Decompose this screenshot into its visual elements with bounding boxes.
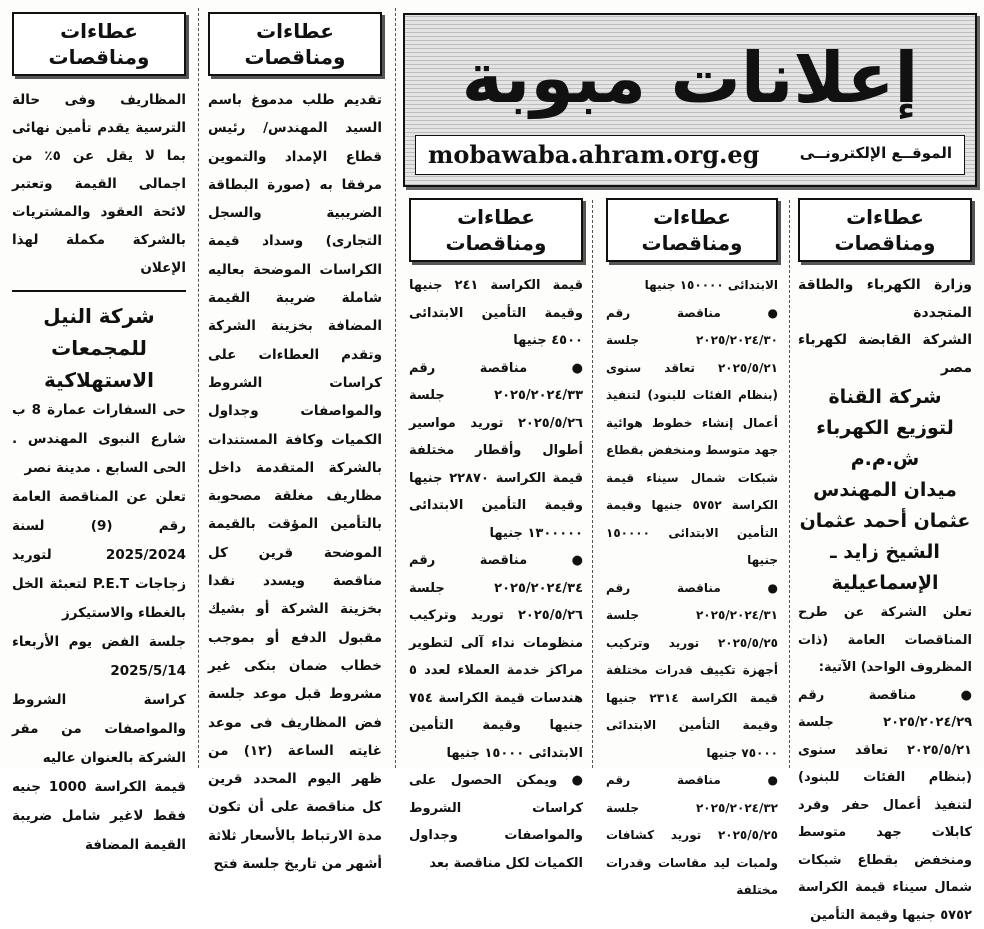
documents-price: قيمة الكراسة 1000 جنيه فقط لاغير شامل ضريبة القيمة المضافة: [12, 773, 186, 860]
notice-intro: تعلن الشركة عن طرح المناقصات العامة (ذات المظروف الواحد) الآتية:: [798, 599, 972, 682]
tender-31: ● مناقصة رقم ٢٠٢٥/٢٠٢٤/٣١ جلسة ٢٠٢٥/٥/٢٥ توريد وتركيب أجهزة تكييف قدرات مختلفة قيمة الكراسة ٢٣١٤ جنيها وقيمة التأمين الابتدائى ٧٥٠٠٠ جنيها: [606, 575, 778, 768]
holding-company-line: الشركة القابضة لكهرباء مصر: [798, 327, 972, 382]
website-label: الموقــع الإلكترونــى: [800, 144, 952, 162]
column-5-body: [6, 396, 192, 860]
opening-session: جلسة الفض يوم الأربعاء 2025/5/14: [12, 628, 186, 686]
column-1: [792, 194, 978, 768]
nile-address: حى السفارات عمارة 8 ب شارع النبوى المهندس . الحى السابع . مدينة نصر: [12, 396, 186, 483]
nile-company-name: شركة النيل للمجمعات الاستهلاكية: [6, 300, 192, 396]
column-4-body: تقديم طلب مدموغ باسم السيد المهندس/ رئيس قطاع الإمداد والتموين مرفقا به (صورة البطاقة الضريبية والسجل التجارى) وسداد قيمة الكراسات الموضحة بعاليه شاملة ضريبة القيمة المضافة بخزينة الشركة وتقدم العطاءات على كراسات الشروط والمواصفات وجداول الكميات وكافة المستندات بالشركة المتقدمة داخل مظاريف مغلقة مصحوبة بالتأمين المؤقت بالقيمة الموضحة قرين كل مناقصة ويسدد نقدا بخزينة الشركة أو بشيك مقبول الدفع أو بموجب خطاب ضمان بنكى غير مشروط قبل موعد جلسة فض المظاريف فى موعد غايته الساعة (١٢) من ظهر اليوم المحدد قرين كل مناقصة على أن تكون مدة الارتباط بالأسعار ثلاثة أشهر من تاريخ جلسة فتح: [202, 86, 388, 878]
company-name: شركة القناة لتوزيع الكهرباء ش.م.م: [792, 382, 978, 475]
section-heading: عطاءات ومناقصات: [606, 198, 778, 262]
classifieds-masthead: [403, 13, 977, 187]
website-url[interactable]: mobawaba.ahram.org.eg: [428, 140, 759, 169]
section-heading: عطاءات ومناقصات: [208, 12, 382, 76]
column-5-top: المظاريف وفى حالة الترسية يقدم تأمين نهائى بما لا يقل عن ٥٪ من اجمالى القيمة وتعتبر لائحة العقود والمشتريات بالشركة مكملة لهذا الإعلان: [6, 86, 192, 282]
tender-34: ● مناقصة رقم ٢٠٢٥/٢٠٢٤/٣٤ جلسة ٢٠٢٥/٥/٢٦ توريد وتركيب منظومات نداء آلى لتطوير مراكز خدمة العملاء لعدد ٥ هندسات قيمة الكراسة ٧٥٤ جنيها وقيمة التأمين الابتدائى ١٥٠٠٠ جنيها: [409, 547, 583, 767]
section-heading: عطاءات ومناقصات: [409, 198, 583, 262]
tender-9: تعلن عن المناقصة العامة رقم (9) لسنة 2025/2024 لتوريد زجاجات P.E.T لتعبئة الخل بالغطاء والاستيكرز: [12, 483, 186, 628]
column-5: [6, 8, 192, 768]
documents-location: كراسة الشروط والمواصفات من مقر الشركة بالعنوان عاليه: [12, 686, 186, 773]
masthead-website-strip: [415, 135, 965, 175]
column-rule: [789, 200, 790, 768]
tender-32: ● مناقصة رقم ٢٠٢٥/٢٠٢٤/٣٢ جلسة ٢٠٢٥/٥/٢٥ توريد كشافات ولمبات ليد مقاسات وقدرات مختلفة: [606, 767, 778, 905]
masthead-title: إعلانات مبوبة: [405, 23, 975, 133]
column-rule: [395, 8, 396, 768]
tender-29-deposit: الابتدائى ١٥٠٠٠٠ جنيها: [606, 272, 778, 300]
column-3-body: [403, 272, 589, 877]
section-divider: [12, 290, 186, 292]
obtain-documents: ● ويمكن الحصول على كراسات الشروط والمواصفات وجداول الكميات لكل مناقصة بعد: [409, 767, 583, 877]
column-4: [202, 8, 388, 768]
column-rule: [198, 8, 199, 768]
column-1-notice: [792, 599, 978, 929]
section-heading: عطاءات ومناقصات: [12, 12, 186, 76]
column-2-body: [600, 272, 784, 905]
section-heading: عطاءات ومناقصات: [798, 198, 972, 262]
column-3: [403, 194, 589, 768]
column-1-body: [792, 272, 978, 382]
tender-29: ● مناقصة رقم ٢٠٢٥/٢٠٢٤/٢٩ جلسة ٢٠٢٥/٥/٢١ تعاقد سنوى (بنظام الفئات للبنود) لتنفيذ أعمال حفر وفرد كابلات جهد متوسط ومنخفض بقطاع شبكات شمال سيناء قيمة الكراسة ٥٧٥٢ جنيها وقيمة التأمين: [798, 682, 972, 929]
tender-32-fees: قيمة الكراسة ٢٤١ جنيها وقيمة التأمين الابتدائى ٤٥٠٠ جنيها: [409, 272, 583, 355]
company-address: ميدان المهندس عثمان أحمد عثمان الشيخ زايد ـ الإسماعيلية: [792, 475, 978, 599]
tender-30: ● مناقصة رقم ٢٠٢٥/٢٠٢٤/٣٠ جلسة ٢٠٢٥/٥/٢١ تعاقد سنوى (بنظام الفئات للبنود) لتنفيذ أعمال إنشاء خطوط هوائية جهد متوسط ومنخفض بقطاع شبكات شمال سيناء قيمة الكراسة ٥٧٥٢ جنيها وقيمة التأمين الابتدائى ١٥٠٠٠٠ جنيها: [606, 300, 778, 575]
ministry-line: وزارة الكهرباء والطاقة المتجددة: [798, 272, 972, 327]
column-2: [600, 194, 784, 768]
tender-33: ● مناقصة رقم ٢٠٢٥/٢٠٢٤/٣٣ جلسة ٢٠٢٥/٥/٢٦ توريد مواسير أطوال وأقطار مختلفة قيمة الكراسة ٢٢٨٧٠ جنيها وقيمة التأمين الابتدائى ١٣٠٠٠٠٠ جنيها: [409, 355, 583, 548]
column-rule: [592, 200, 593, 768]
